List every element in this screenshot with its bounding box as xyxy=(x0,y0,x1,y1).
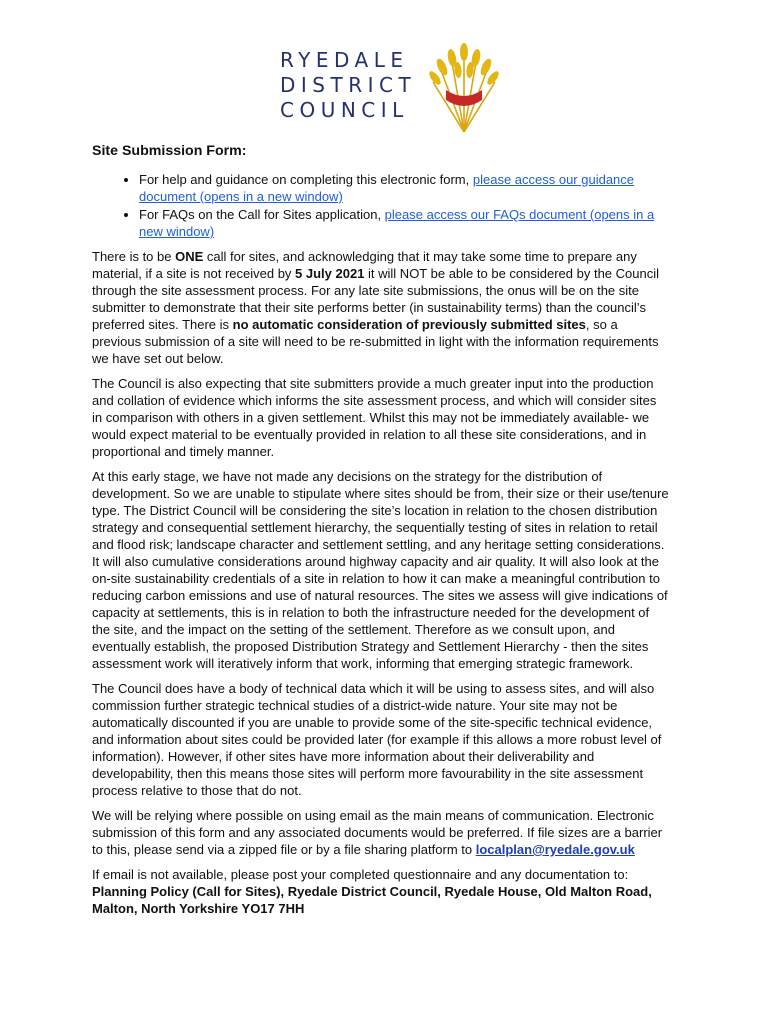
paragraph-technical-data: The Council does have a body of technical data which it will be using to assess sites, and will also commission further strategic technical studies of a district-wide nature. Your site may not be automatically discounted if you are unable to provide some of the site-specific technical evidence, and information about sites could be provided later (for example if this allows a more robust level of information). However, if other sites have more information about their deliverability and developability, then this means those sites will perform more favourability in the site assessment process relative to those that do not. xyxy=(92,681,662,798)
paragraph-communication xyxy=(92,807,670,858)
emphasis: ONE xyxy=(175,249,204,264)
help-links-list xyxy=(92,171,670,240)
bullet-text: For FAQs on the Call for Sites application, xyxy=(139,207,385,222)
paragraph-text: We will be relying where possible on using email as the main means of communication. Electronic submission of this form and any associated documents would be preferred. If file sizes are a barrier to this, please send via a zipped file or by a file sharing platform to xyxy=(92,808,663,857)
deadline-date: 5 July 2021 xyxy=(295,266,365,281)
paragraph-strategy: At this early stage, we have not made any decisions on the strategy for the distribution of development. So we are unable to stipulate where sites should be from, their size or their use/tenure type. The District Council will be considering the site’s location in relation to the chosen distribution strategy and consequential settlement hierarchy, the sequentially testing of sites in relation to retail and flood risk; landscape character and settlement settling, and any heritage setting considerations. It will also cumulative considerations around highway capacity and air quality. It will also look at the on-site sustainability credentials of a site in relation to how it can make a meaningful contribution to reducing carbon emissions and use of natural resources. The sites we assess will give indications of capacity at settlements, this is in relation to both the infrastructure needed for the development of the site, and the impact on the setting of the settlement. Therefore as we consult upon, and eventually establish, the proposed Distribution Strategy and Settlement Hierarchy - then the sites assessment work will iteratively inform that work, informing that emerging strategic framework. xyxy=(92,469,669,671)
form-intro xyxy=(92,142,670,925)
page-title: Site Submission Form: xyxy=(92,143,247,159)
logo-line-1: RYEDALE xyxy=(280,48,409,72)
paragraph-text: If email is not available, please post your completed questionnaire and any documentation to: xyxy=(92,867,629,882)
paragraph-deadline xyxy=(92,248,670,367)
email-link[interactable]: localplan@ryedale.gov.uk xyxy=(475,842,635,857)
paragraph-text: it will NOT be able to be considered by the Council through the site assessment process. For any late site submissions, the onus will be on the site submitter to demonstrate that their site performs better (in sustainability terms) than the council’s preferred sites. There is xyxy=(92,266,660,332)
paragraph-postal xyxy=(92,866,670,917)
bullet-text: For help and guidance on completing this electronic form, xyxy=(139,172,473,187)
paragraph-text: , so a previous submission of a site will need to be re-submitted in light with the information requirements we have set out below. xyxy=(92,317,659,366)
council-logo xyxy=(280,40,510,132)
logo-wordmark xyxy=(280,48,416,123)
logo-line-2: DISTRICT xyxy=(280,73,417,97)
list-item xyxy=(139,206,670,240)
paragraph-text: There is to be xyxy=(92,249,176,264)
wheat-sheaf-icon xyxy=(428,40,500,132)
logo-line-3: COUNCIL xyxy=(280,98,409,122)
emphasis: no automatic consideration of previously submitted sites xyxy=(232,317,586,332)
faqs-document-link[interactable]: please access our FAQs document (opens in a new window) xyxy=(139,207,655,239)
list-item xyxy=(139,171,670,205)
paragraph-text: call for sites, and acknowledging that it may take some time to prepare any material, if a site is not received by xyxy=(92,249,637,281)
postal-address: Planning Policy (Call for Sites), Ryedale District Council, Ryedale House, Old Malton Road, Malton, North Yorkshire YO17 7HH xyxy=(92,884,652,916)
guidance-document-link[interactable]: please access our guidance document (opens in a new window) xyxy=(139,172,635,204)
paragraph-evidence: The Council is also expecting that site submitters provide a much greater input into the production and collation of evidence which informs the site assessment process, and which will consider sites in comparison with others in a given settlement. Whilst this may not be immediately available- we would expect material to be eventually provided in relation to all these site considerations, and in proportional and timely manner. xyxy=(92,376,657,459)
